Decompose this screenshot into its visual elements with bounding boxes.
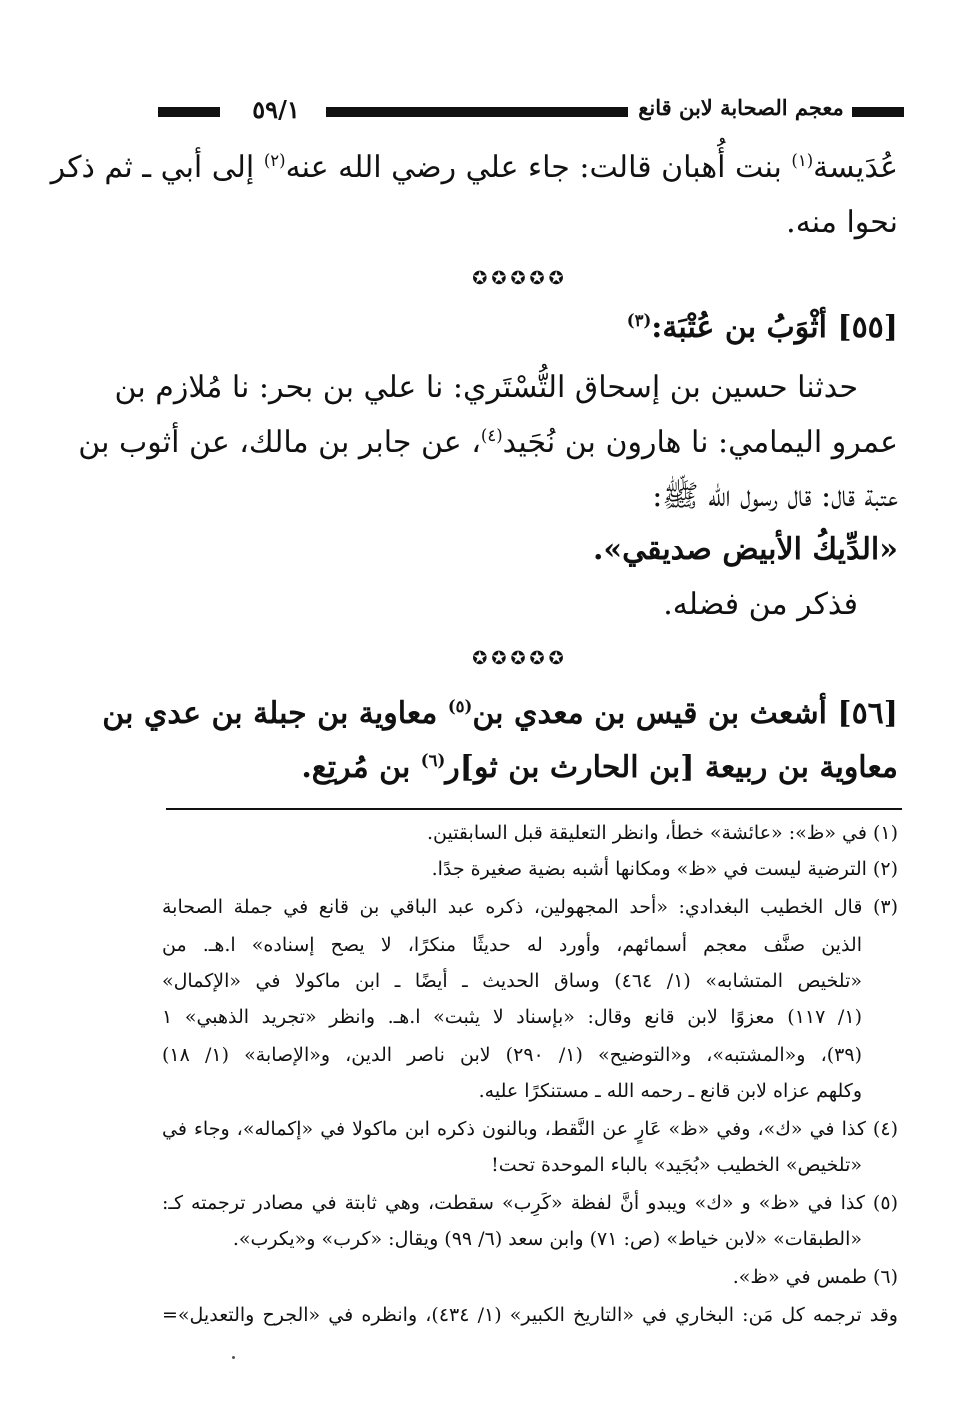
entry-55-line-1 [114,370,898,405]
entry-heading-text: معاوية بن ربيعة [بن الحارث بن ثو]ر [445,750,898,785]
entry-56-line-2 [301,750,898,785]
footnote-3-line: «تلخيص المتشابه» (١/ ٤٦٤) وساق الحديث ـ أيضًا ـ ابن ماكولا في «الإكمال» [162,970,862,992]
footnote-3-line: وكلهم عزاه لابن قانع ـ رحمه الله ـ مستنكرًا عليه. [478,1080,862,1102]
footnote-3-line: (١/ ١١٧) معزوًا لابن قانع وقال: «بإسناد لا يثبت» ا.هـ. وانظر «تجريد الذهبي» ١ [162,1006,862,1028]
footnote-continuation: وقد ترجمه كل مَن: البخاري في «التاريخ الكبير» (١/ ٤٣٤)، وانظره في «الجرح والتعديل»= [162,1304,898,1326]
footnote-3-line: الذين صنَّف معجم أسمائهم، وأورد له حديثًا منكرًا، لا يصح إسناده» ا.هـ. من [162,934,862,956]
footnote-4-line: (٤) كذا في «ك»، وفي «ظ» عَارٍ عن النَّقط، وبالنون ذكره ابن ماكولا في «إكماله»، وجاء في [162,1118,898,1140]
separator-stars: ✪✪✪✪✪ [472,268,568,289]
entry-56-line-1 [102,696,898,731]
intro-line-1 [50,150,898,185]
footnote-1: (١) في «ظ»: «عائشة» خطأ، وانظر التعليقة قبل السابقتين. [426,822,898,844]
entry-heading-text: بن مُرتِع. [301,750,421,785]
footnote-6: (٦) طمس في «ظ». [732,1266,898,1288]
isnad-text: حدثنا حسين بن إسحاق التُّسْتَري: نا علي بن بحر: نا مُلازم بن [114,370,858,405]
header-rule-right [852,107,904,117]
entry-55-heading [627,310,898,345]
entry-55-closing: فذكر من فضله. [663,587,858,622]
footnote-ref-5: (٥) [447,697,473,716]
footnote-ref-4: (٤) [480,426,503,445]
footnote-3-line: (٣) قال الخطيب البغدادي: «أحد المجهولين، ذكره عبد الباقي بن قانع في جملة الصحابة [162,896,898,918]
footnote-ref-2: (٢) [263,151,286,170]
footnote-4-line: «تلخيص» الخطيب «بُجَيد» بالباء الموحدة تحت! [491,1154,862,1176]
isnad-text: ، عن جابر بن مالك، عن أثوب بن [78,425,481,460]
header-rule-left [158,107,220,117]
footnote-2: (٢) الترضية ليست في «ظ» ومكانها أشبه بضية صغيرة جدًا. [431,858,898,880]
book-title: معجم الصحابة لابن قانع [638,95,844,120]
footnote-divider [166,808,902,810]
footnote-ref-1: (١) [791,151,814,170]
footnote-ref-3: (٣) [626,311,652,330]
running-header [158,93,904,129]
footnote-3-line: (٣٩)، و«المشتبه»، و«التوضيح» (١/ ٢٩٠) لابن ناصر الدين، و«الإصابة» (١/ ١٨) [162,1044,862,1066]
footnote-5-line: «الطبقات» «لابن خياط» (ص: ٧١) وابن سعد (٦/ ٩٩) ويقال: «كرب» و«يكرب». [232,1228,862,1250]
page-number: ٥٩/١ [252,95,300,124]
intro-text: عُدَيسة [813,150,898,185]
separator-stars: ✪✪✪✪✪ [472,648,568,669]
header-rule-middle [326,107,628,117]
intro-line-2: نحوا منه. [786,205,898,240]
footnote-5-line: (٥) كذا في «ظ» و «ك» ويبدو أنَّ لفظة «كَرِب» سقطت، وهي ثابتة في مصادر ترجمته كـ: [162,1192,898,1214]
footnote-ref-6: (٦) [420,751,446,770]
entry-55-line-2 [78,425,898,460]
entry-55-line-3: عتبة قال: قال رسول الله ﷺ: [652,479,898,514]
entry-heading-text: [٥٥] أثْوَبُ بن عُتْبَة: [651,310,898,345]
scan-speck [232,1356,235,1359]
entry-heading-text: معاوية بن جبلة بن عدي بن [102,696,448,731]
intro-text: إلى أبي ـ ثم ذكر [50,150,264,185]
entry-heading-text: [٥٦] أشعث بن قيس بن معدي بن [472,696,898,731]
isnad-text: عمرو اليمامي: نا هارون بن نُجَيد [502,425,898,460]
intro-text: بنت أُهبان قالت: جاء علي رضي الله عنه [285,150,792,185]
hadith-quote: «الدِّيكُ الأبيض صديقي». [592,532,898,567]
